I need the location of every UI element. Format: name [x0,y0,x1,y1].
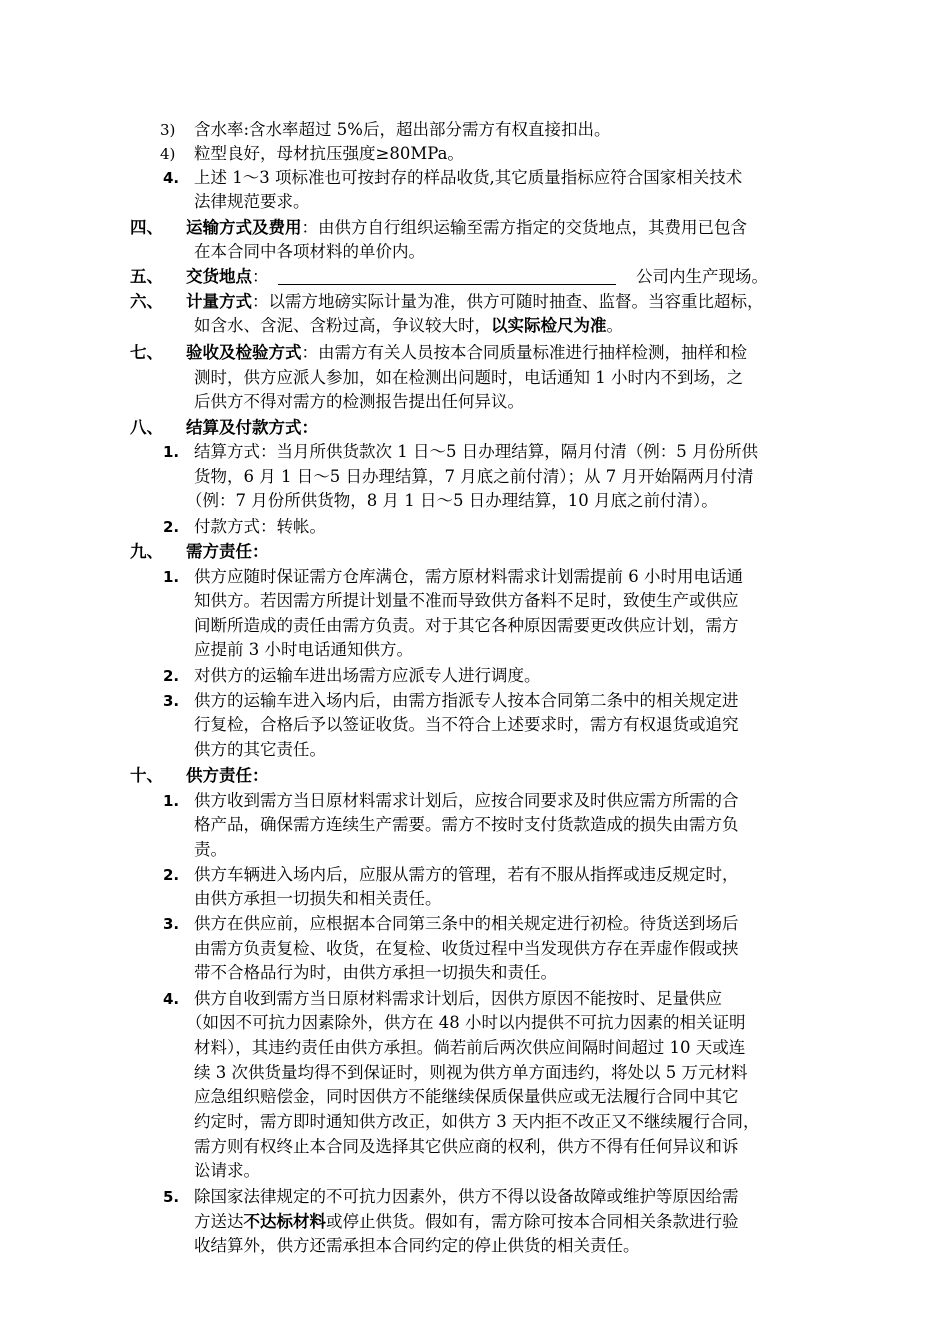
list-number: 2. [163,866,180,884]
section-number: 十、 [130,766,163,785]
section-number: 八、 [130,418,163,437]
emphasis-text: 不达标材料 [243,1212,326,1231]
section-line [194,314,623,338]
list-item-text: 法律规范要求。 [194,192,310,211]
list-item-text: （如因不可抗力因素除外，供方在 48 小时以内提供不可抗力因素的相关证明 [186,1013,746,1032]
list-item-text: 应急组织赔偿金，同时因供方不能继续保质保量供应或无法履行合同中其它 [194,1087,739,1106]
list-item-text: 格产品，确保需方连续生产需要。需方不按时支付货款造成的损失由需方负 [194,815,739,834]
section-text: 在本合同中各项材料的单价内。 [194,242,425,261]
list-item-text: 需方则有权终止本合同及选择其它供应商的权利，供方不得有任何异议和诉 [194,1137,739,1156]
section-number: 七、 [130,343,163,362]
list-number: 4. [163,169,180,187]
list-number: 1. [163,443,180,461]
section-text: 由需方有关人员按本合同质量标准进行抽样检测，抽样和检 [318,343,747,362]
list-number: 1. [163,792,180,810]
list-number: 2. [163,518,180,536]
section-line [186,216,747,240]
colon: ： [252,292,269,311]
list-item-text: 除国家法律规定的不可抗力因素外，供方不得以设备故障或维护等原因给需 [194,1187,739,1206]
list-number: 4) [160,145,176,163]
list-item-text: 货物，6 月 1 日～5 日办理结算，7 月底之前付清）；从 7 月开始隔两月付清 [194,467,754,486]
section-text: 以需方地磅实际计量为准，供方可随时抽查、监督。当容重比超标， [268,292,764,311]
list-number: 5. [163,1188,180,1206]
section-line [186,341,747,365]
list-item-text: 或停止供货。假如有，需方除可按本合同相关条款进行验 [326,1212,739,1231]
list-item-text: 对供方的运输车进出场需方应派专人进行调度。 [194,666,541,685]
section-heading: 运输方式及费用 [186,218,302,237]
list-item-text: 粒型良好，母材抗压强度≥80MPa。 [194,144,464,163]
list-item-text: 方送达 [194,1212,244,1231]
list-item-text: 约定时，需方即时通知供方改正，如供方 3 天内拒不改正又不继续履行合同， [194,1112,760,1131]
section-heading: 需方责任： [186,542,269,561]
list-number: 2. [163,667,180,685]
list-item-text: 带不合格品行为时，由供方承担一切损失和责任。 [194,963,557,982]
list-item-text: 供方在供应前，应根据本合同第三条中的相关规定进行初检。待货送到场后 [194,914,739,933]
list-item-text: 上述 1～3 项标准也可按封存的样品收货,其它质量指标应符合国家相关技术 [194,168,743,187]
list-item-text: 供方应随时保证需方仓库满仓，需方原材料需求计划需提前 6 小时用电话通 [194,567,743,586]
emphasis-text: 以实际检尺为准 [491,316,607,335]
colon: ： [301,218,318,237]
section-text: 后供方不得对需方的检测报告提出任何异议。 [194,392,524,411]
list-number: 4. [163,990,180,1008]
section-line [186,290,764,314]
list-item-text: 责。 [194,840,227,859]
section-number: 五、 [130,267,163,286]
list-item-text: 结算方式：当月所供货款次 1 日～5 日办理结算，隔月付清（例：5 月份所供 [194,442,758,461]
list-item-text: 由需方负责复检、收货，在复检、收货过程中当发现供方存在弄虚作假或挟 [194,939,739,958]
section-text: 公司内生产现场。 [636,267,768,286]
list-number: 1. [163,568,180,586]
section-number: 九、 [130,542,163,561]
list-item-text: 知供方。若因需方所提计划量不准而导致供方备料不足时，致使生产或供应 [194,591,739,610]
list-item-text: 供方收到需方当日原材料需求计划后，应按合同要求及时供应需方所需的合 [194,791,739,810]
list-number: 3) [160,121,176,139]
section-text: 。 [606,316,623,335]
list-item-text: 由供方承担一切损失和相关责任。 [194,889,442,908]
section-heading: 交货地点 [186,267,252,286]
section-number: 六、 [130,292,163,311]
list-item-text: 应提前 3 小时电话通知供方。 [194,640,413,659]
list-item-text: 讼请求。 [194,1161,260,1180]
section-heading: 验收及检验方式 [186,343,302,362]
list-number: 3. [163,915,180,933]
colon: ： [252,267,269,286]
list-item-text: 含水率:含水率超过 5%后，超出部分需方有权直接扣出。 [194,120,611,139]
colon: ： [301,343,318,362]
section-number: 四、 [130,218,163,237]
section-heading: 结算及付款方式： [186,418,318,437]
list-item-text: 付款方式：转帐。 [194,517,326,536]
section-text: 由供方自行组织运输至需方指定的交货地点，其费用已包含 [318,218,747,237]
list-item-text: 供方自收到需方当日原材料需求计划后，因供方原因不能按时、足量供应 [194,989,722,1008]
section-heading: 计量方式 [186,292,252,311]
list-item-line [194,1210,739,1234]
section-line [186,265,269,289]
list-item-text: 收结算外，供方还需承担本合同约定的停止供货的相关责任。 [194,1236,640,1255]
list-item-text: 供方车辆进入场内后，应服从需方的管理，若有不服从指挥或违反规定时， [194,865,739,884]
list-item-text: 供方的其它责任。 [194,740,326,759]
list-item-text: （例：7 月份所供货物，8 月 1 日～5 日办理结算，10 月底之前付清）。 [186,491,718,510]
list-item-text: 行复检，合格后予以签证收货。当不符合上述要求时，需方有权退货或追究 [194,715,739,734]
section-text: 测时，供方应派人参加，如在检测出问题时，电话通知 1 小时内不到场，之 [194,368,743,387]
list-number: 3. [163,692,180,710]
list-item-text: 间断所造成的责任由需方负责。对于其它各种原因需要更改供应计划，需方 [194,616,739,635]
section-text: 如含水、含泥、含粉过高，争议较大时， [194,316,491,335]
blank-underline [278,284,616,285]
section-heading: 供方责任： [186,766,269,785]
list-item-text: 供方的运输车进入场内后，由需方指派专人按本合同第二条中的相关规定进 [194,691,739,710]
list-item-text: 续 3 次供货量均得不到保证时，则视为供方单方面违约，将处以 5 万元材料 [194,1063,748,1082]
list-item-text: 材料），其违约责任由供方承担。倘若前后两次供应间隔时间超过 10 天或连 [194,1038,746,1057]
